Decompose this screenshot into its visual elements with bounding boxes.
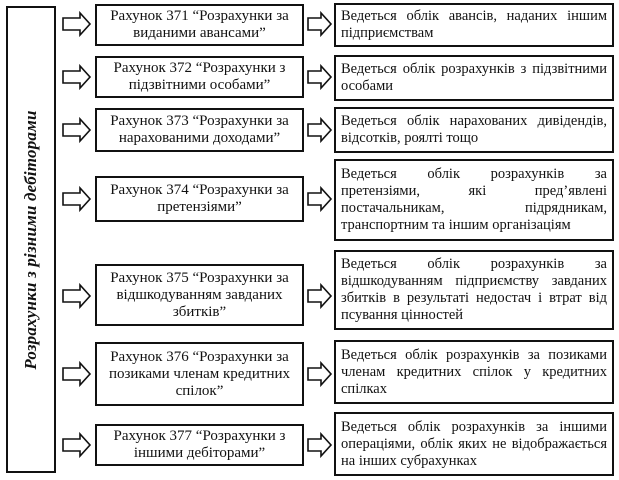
arrow-category-to-account-6 — [63, 363, 90, 385]
description-box-375 — [334, 250, 614, 330]
description-box-373 — [334, 107, 614, 153]
description-text-377: Ведеться облік розрахунків за іншими операціями, облік яких не відображається на інших субрахунках — [341, 418, 607, 469]
category-title: Розрахунки з різними дебіторами — [21, 109, 40, 370]
account-box-375: Рахунок 375 “Розрахунки за відшкодуванням завданих збитків” — [95, 264, 304, 326]
account-box-371: Рахунок 371 “Розрахунки за виданими авансами” — [95, 4, 304, 46]
description-text-371: Ведеться облік авансів, наданих іншим підприємствам — [341, 8, 607, 41]
arrow-category-to-account-5 — [63, 285, 90, 307]
arrow-account-to-description-2 — [308, 66, 331, 88]
description-text-376: Ведеться облік розрахунків за позиками членам кредитних спілок у кредитних спілках — [341, 346, 607, 397]
description-text-374: Ведеться облік розрахунків за претензіями, які пред’явлені постачальникам, підрядникам, транспортним та іншим організаціям — [341, 166, 607, 233]
arrow-category-to-account-4 — [63, 188, 90, 210]
arrow-account-to-description-5 — [308, 285, 331, 307]
description-box-374 — [334, 159, 614, 241]
description-text-373: Ведеться облік нарахованих дивідендів, відсотків, роялті тощо — [341, 113, 607, 146]
description-box-372 — [334, 55, 614, 101]
description-box-376 — [334, 340, 614, 404]
description-text-375: Ведеться облік розрахунків за відшкодуванням підприємству завданих збитків в результаті недостач і втрат від псування цінностей — [341, 256, 607, 323]
account-box-374: Рахунок 374 “Розрахунки за претензіями” — [95, 176, 304, 222]
account-box-377: Рахунок 377 “Розрахунки з іншими дебіторами” — [95, 424, 304, 466]
arrow-category-to-account-2 — [63, 66, 90, 88]
arrow-category-to-account-3 — [63, 119, 90, 141]
arrow-account-to-description-7 — [308, 434, 331, 456]
arrow-account-to-description-4 — [308, 188, 331, 210]
description-text-372: Ведеться облік розрахунків з підзвітними особами — [341, 61, 607, 94]
description-box-377 — [334, 412, 614, 476]
arrow-category-to-account-1 — [63, 13, 90, 35]
arrow-account-to-description-1 — [308, 13, 331, 35]
description-box-371 — [334, 3, 614, 47]
arrow-account-to-description-6 — [308, 363, 331, 385]
arrow-category-to-account-7 — [63, 434, 90, 456]
account-box-376: Рахунок 376 “Розрахунки за позиками членам кредитних спілок” — [95, 342, 304, 406]
account-box-372: Рахунок 372 “Розрахунки з підзвітними особами” — [95, 56, 304, 98]
account-box-373: Рахунок 373 “Розрахунки за нарахованими доходами” — [95, 108, 304, 152]
arrow-account-to-description-3 — [308, 119, 331, 141]
